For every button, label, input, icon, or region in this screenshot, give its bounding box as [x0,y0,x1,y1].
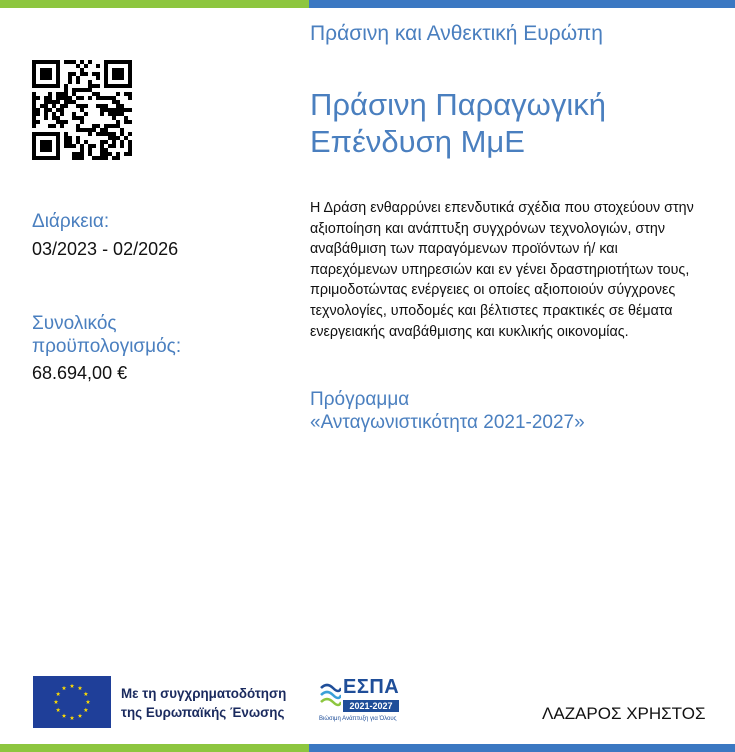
eu-flag-icon [33,676,111,728]
espa-waves-icon [319,678,341,712]
bottom-bar-green [0,744,309,752]
bottom-bar-blue [309,744,735,752]
top-bar-blue [309,0,735,8]
pillar-title: Πράσινη και Ανθεκτική Ευρώπη [310,22,603,45]
project-title: Πράσινη Παραγωγική Επένδυση ΜμΕ [310,87,607,159]
budget-value: 68.694,00 € [32,363,128,383]
programme-name [310,388,710,434]
qr-code-icon [32,60,132,160]
duration-value: 03/2023 - 02/2026 [32,239,179,259]
beneficiary-name: ΛΑΖΑΡΟΣ ΧΡΗΣΤΟΣ [542,704,706,723]
programme-line-1: Πρόγραμμα [310,389,410,410]
espa-wordmark: ΕΣΠΑ [343,676,400,698]
bottom-color-bar [0,744,735,752]
eu-cofunding-line-1: Με τη συγχρηματοδότηση [121,686,287,701]
project-description: Η Δράση ενθαρρύνει επενδυτικά σχέδια που στοχεύουν στην αξιοποίηση και ανάπτυξη συγχρόνων τεχνολογιών, στην αναβάθμιση των παραγόμενων προϊόντων ή/ και παρεχόμενων υπηρεσιών και εν γένει δραστηριοτήτων τους, πριμοδοτώντας ενέργειες οι οποίες αξιοποιούν σύγχρονες τεχνολογίες, υποδομές και βέλτιστες πρακτικές σε θέματα ενεργειακής αναβάθμισης και κυκλικής οικονομίας. [310,200,694,340]
espa-tagline: Βιώσιμη Ανάπτυξη για Όλους [319,716,397,722]
top-color-bar [0,0,735,8]
espa-logo-icon [319,676,401,728]
budget-label: Συνολικός προϋπολογισμός: [32,313,182,357]
eu-cofunding-line-2: της Ευρωπαϊκής Ένωσης [121,705,285,720]
espa-years: 2021-2027 [343,700,399,712]
programme-line-2: «Ανταγωνιστικότητα 2021-2027» [310,412,585,433]
top-bar-green [0,0,309,8]
duration-label: Διάρκεια: [32,211,110,232]
eu-cofunding-text [121,684,286,722]
